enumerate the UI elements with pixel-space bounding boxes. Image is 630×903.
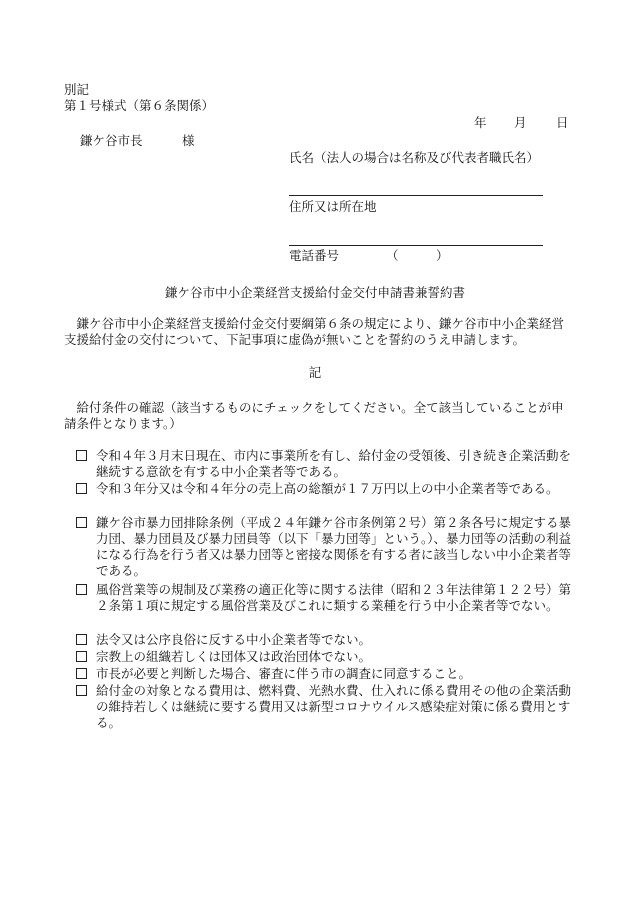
condition-item-1[interactable] (76, 448, 572, 480)
condition-item-7[interactable] (76, 666, 572, 682)
condition-item-5[interactable] (76, 632, 572, 648)
ki-heading: 記 (308, 365, 322, 380)
condition-checkbox-7[interactable] (76, 668, 87, 679)
condition-checkbox-3[interactable] (76, 517, 87, 528)
annex-label: 別記 (64, 82, 90, 97)
condition-item-8[interactable] (76, 683, 572, 731)
honorific: 様 (182, 133, 195, 148)
condition-text-4: 風俗営業等の規制及び業務の適正化等に関する法律（昭和２３年法律第１２２号）第２条第１項に規定する風俗営業及びこれに類する業種を行う中小企業者等でない。 (96, 582, 572, 613)
conditions-intro: 給付条件の確認（該当するものにチェックをしてください。全て該当していることが申請条件となります。） (64, 400, 564, 431)
condition-text-6: 宗教上の組織若しくは団体又は政治団体でない。 (96, 649, 372, 664)
document-title: 鎌ケ谷市中小企業経営支援給付金交付申請書兼誓約書 (164, 285, 465, 300)
condition-checkbox-1[interactable] (76, 450, 87, 461)
addressee: 鎌ケ谷市長 (80, 133, 143, 148)
applicant-address-label: 住所又は所在地 (289, 199, 377, 214)
date-year-label: 年 (474, 115, 487, 130)
condition-text-3: 鎌ケ谷市暴力団排除条例（平成２４年鎌ケ谷市条例第２号）第２条各号に規定する暴力団、暴力団員及び暴力団員等（以下「暴力団等」という。）、暴力団等の活動の利益になる行為を行う者又は暴力団等と密接な関係を有する者に該当しない中小企業者等である。 (96, 515, 572, 578)
date-day-label: 日 (556, 115, 569, 130)
form-number: 第１号様式（第６条関係） (64, 98, 215, 113)
condition-text-1: 令和４年３月末日現在、市内に事業所を有し、給付金の受領後、引き続き企業活動を継続する意欲を有する中小企業者等である。 (96, 448, 572, 479)
condition-text-5: 法令又は公序良俗に反する中小企業者等でない。 (96, 632, 372, 647)
condition-checkbox-2[interactable] (76, 483, 87, 494)
address-underline (289, 245, 543, 246)
condition-checkbox-8[interactable] (76, 685, 87, 696)
applicant-name-label: 氏名（法人の場合は名称及び代表者職氏名） (289, 150, 540, 165)
intro-paragraph: 鎌ケ谷市中小企業経営支援給付金交付要綱第６条の規定により、鎌ケ谷市中小企業経営支援給付金の交付について、下記事項に虚偽が無いことを誓約のうえ申請します。 (64, 316, 565, 347)
condition-checkbox-4[interactable] (76, 584, 87, 595)
condition-text-2: 令和３年分又は令和４年分の売上高の総額が１７万円以上の中小企業者等である。 (96, 481, 559, 496)
phone-parentheses: （ ） (386, 248, 449, 263)
condition-text-7: 市長が必要と判断した場合、審査に伴う市の調査に同意すること。 (96, 666, 472, 681)
condition-item-3[interactable] (76, 515, 572, 579)
condition-checkbox-5[interactable] (76, 634, 87, 645)
condition-item-6[interactable] (76, 649, 572, 665)
condition-checkbox-6[interactable] (76, 651, 87, 662)
applicant-phone-label: 電話番号 (289, 248, 340, 263)
condition-item-4[interactable] (76, 582, 572, 614)
name-underline (289, 195, 543, 196)
date-month-label: 月 (514, 115, 527, 130)
condition-item-2[interactable] (76, 481, 572, 497)
condition-text-8: 給付金の対象となる費用は、燃料費、光熱水費、仕入れに係る費用その他の企業活動の維持若しくは継続に要する費用又は新型コロナウイルス感染症対策に係る費用とする。 (96, 683, 572, 730)
